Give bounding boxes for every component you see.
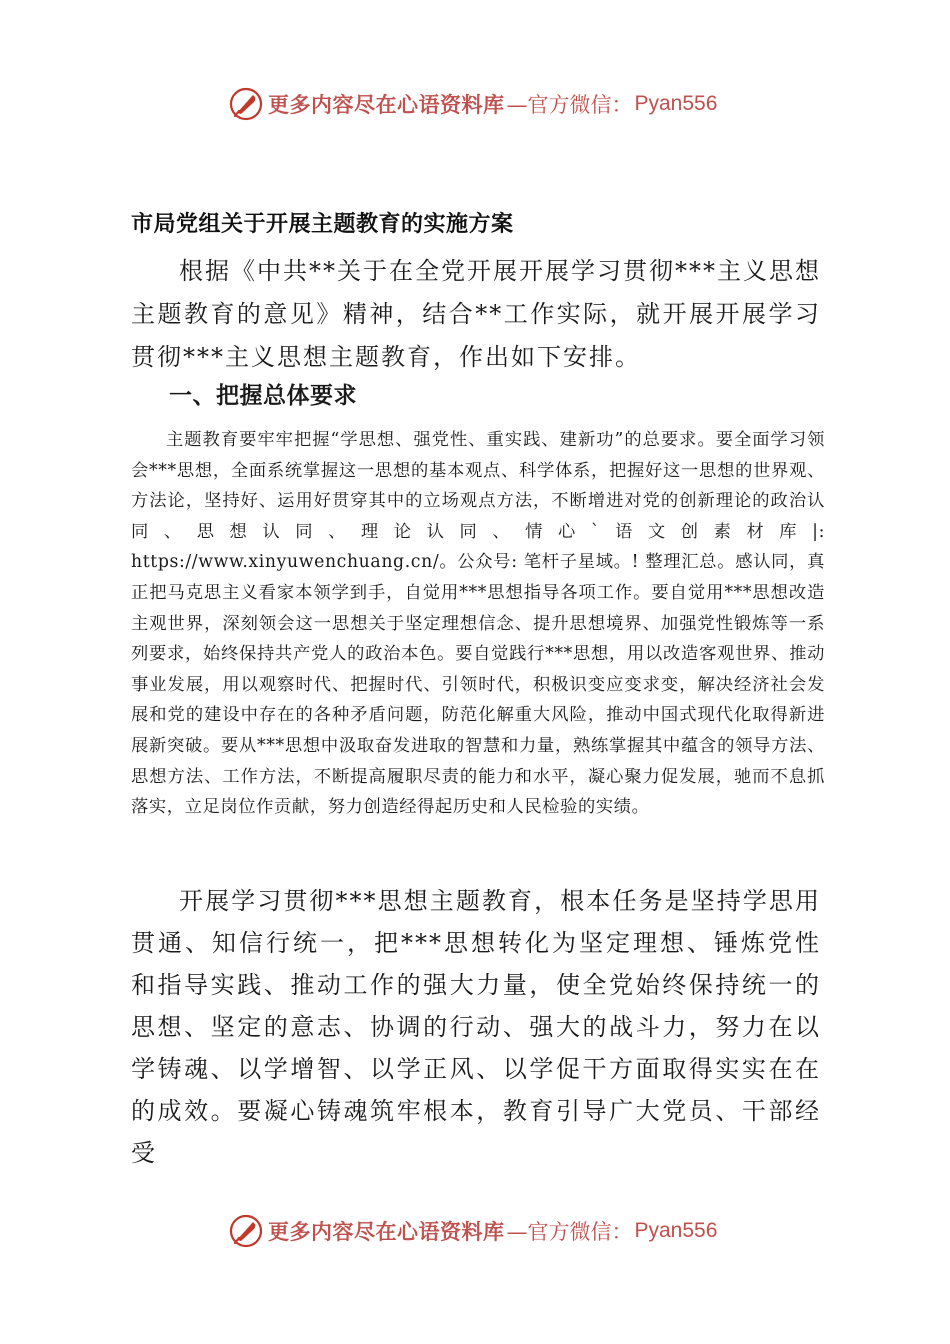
banner-wechat-id: Pyan556 — [634, 92, 718, 115]
banner-contact-label: —官方微信： — [506, 1220, 633, 1244]
intro-paragraph: 根据《中共**关于在全党开展开展学习贯彻***主义思想主题教育的意见》精神，结合**工作实际，就开展开展学习贯彻***主义思想主题教育，作出如下安排。 — [131, 257, 821, 371]
banner-text: 更多内容尽在心语资料库 — [268, 93, 505, 117]
banner-wechat-id: Pyan556 — [634, 1219, 718, 1242]
section-body-paragraph: 主题教育要牢牢把握“学思想、强党性、重实践、建新功”的总要求。要全面学习领会***思想，全面系统掌握这一思想的基本观点、科学体系，把握好这一思想的世界观、方法论，坚持好、运用好贯穿其中的立场观点方法，不断增进对党的创新理论的政治认同、思想认同、理论认同、情心`语文创素材库|: https://www.xinyuwenchuang.cn/。公众号: 笔杆子星域。! 整理汇总。感认同，真正把马克思主义看家本领学到手，自觉用***思想指导各项工作。要自觉用***思想改造主观世界，深刻领会这一思想关于坚定理想信念、提升思想境界、加强党性锻炼等一系列要求，始终保持共产党人的政治本色。要自觉践行***思想，用以改造客观世界、推动事业发展，用以观察时代、把握时代、引领时代，积极识变应变求变，解决经济社会发展和党的建设中存在的各种矛盾问题，防范化解重大风险，推动中国式现代化取得新进展新突破。要从***思想中汲取奋发进取的智慧和力量，熟练掌握其中蕴含的领导方法、思想方法、工作方法，不断提高履职尽责的能力和水平，凝心聚力促发展，驰而不息抓落实，立足岗位作贡献，努力创造经得起历史和人民检验的实绩。 — [131, 430, 825, 818]
section-body-paragraph-2: 开展学习贯彻***思想主题教育，根本任务是坚持学思用贯通、知信行统一，把***思想转化为坚定理想、锤炼党性和指导实践、推动工作的强大力量，使全党始终保持统一的思想、坚定的意志、协调的行动、强大的战斗力，努力在以学铸魂、以学增智、以学正风、以学促干方面取得实实在在的成效。要凝心铸魂筑牢根本，教育引导广大党员、干部经受 — [131, 887, 821, 1167]
banner-contact-label: —官方微信： — [506, 93, 633, 117]
document-title: 市局党组关于开展主题教育的实施方案 — [131, 211, 514, 237]
banner-text: 更多内容尽在心语资料库 — [268, 1220, 505, 1244]
section-heading: 一、把握总体要求 — [169, 382, 357, 409]
footer-watermark-banner — [228, 1211, 748, 1251]
quill-logo-icon — [228, 86, 264, 122]
header-watermark-banner — [228, 84, 748, 124]
quill-logo-icon — [228, 1213, 264, 1249]
